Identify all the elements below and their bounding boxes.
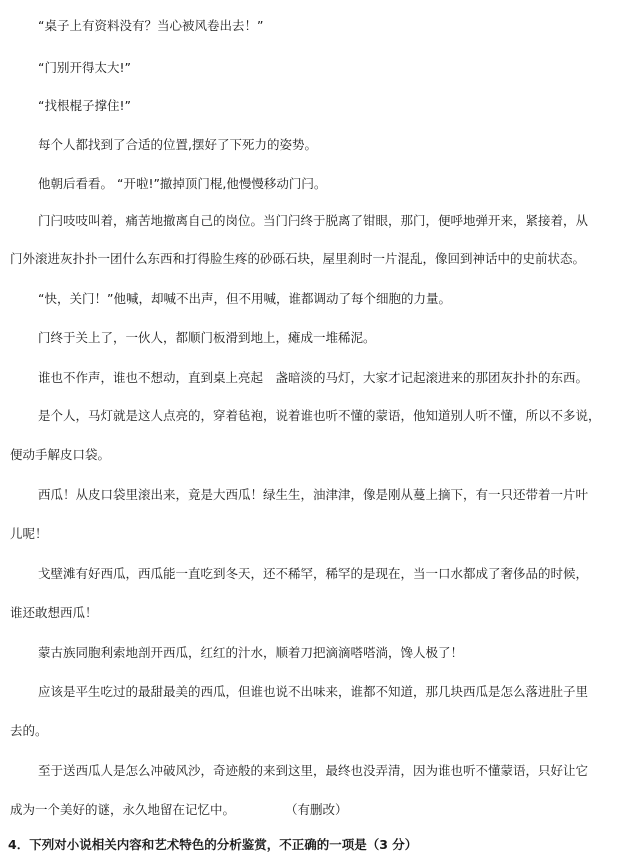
paragraph-3 (10, 96, 630, 116)
paragraph-line: 西瓜！从皮口袋里滚出来，竟是大西瓜！绿生生，油津津，像是刚从蔓上摘下，有一只还带着一片叶 (38, 487, 589, 502)
paragraph-line: 蒙古族同胞利索地剖开西瓜，红红的汁水，顺着刀把滴滴嗒嗒淌，馋人极了！ (38, 645, 464, 660)
paragraph-5 (10, 174, 630, 194)
paragraph-line: 便动手解皮口袋。 (10, 447, 111, 462)
paragraph-1 (10, 16, 630, 36)
paragraph-line: 门外滚进灰扑扑一团什么东西和打得脸生疼的砂砾石块，屋里刹时一片混乱，像回到神话中的史前状态。 (10, 251, 586, 266)
paragraph-line: 戈壁滩有好西瓜，西瓜能一直吃到冬天，还不稀罕，稀罕的是现在，当一口水都成了奢侈品的时候， (38, 566, 589, 581)
paragraph-line: “桌子上有资料没有？当心被风卷出去！” (38, 18, 264, 33)
paragraph-12 (10, 564, 630, 623)
paragraph-line: “门别开得太大!” (38, 60, 131, 75)
paragraph-line-text: 成为一个美好的谜，永久地留在记忆中。 (10, 802, 236, 817)
paragraph-11 (10, 485, 630, 544)
paragraph-13 (10, 643, 630, 663)
paragraph-line: 谁也不作声，谁也不想动，直到桌上亮起 盏暗淡的马灯，大家才记起滚进来的那团灰扑扑的东西。 (38, 370, 589, 385)
paragraph-10 (10, 406, 630, 465)
paragraph-line: 每个人都找到了合适的位置,摆好了下死力的姿势。 (38, 137, 317, 152)
paragraph-line: 儿呢！ (10, 526, 48, 541)
paragraph-line: 是个人，马灯就是这人点亮的，穿着毡袍，说着谁也听不懂的蒙语，他知道别人听不懂，所以不多说， (38, 408, 601, 423)
paragraph-6 (10, 211, 630, 269)
paragraph-9 (10, 368, 630, 388)
paragraph-line (10, 800, 630, 820)
question-4-prompt: 4．下列对小说相关内容和艺术特色的分析鉴赏，不正确的一项是（3 分） (8, 837, 418, 852)
paragraph-2 (10, 58, 630, 78)
paragraph-line: 谁还敢想西瓜！ (10, 605, 98, 620)
paragraph-line: 门闩吱吱叫着，痛苦地撤离自己的岗位。当门闩终于脱离了钳眼，那门，便呼地弹开来，紧接着，从 (38, 213, 589, 228)
paragraph-line: 门终于关上了，一伙人，都顺门板滑到地上，瘫成一堆稀泥。 (38, 330, 376, 345)
paragraph-line: 至于送西瓜人是怎么冲破风沙，奇迹般的来到这里，最终也没弄清，因为谁也听不懂蒙语，只好让它 (38, 763, 589, 778)
paragraph-7 (10, 289, 630, 309)
paragraph-14 (10, 682, 630, 741)
paragraph-line: 他朝后看看。 “开啦!”撤掉顶门棍,他慢慢移动门闩。 (38, 176, 327, 191)
paragraph-line: “找根棍子撑住!” (38, 98, 131, 113)
paragraph-line: 去的。 (10, 723, 48, 738)
paragraph-line: 应该是平生吃过的最甜最美的西瓜，但谁也说不出味来，谁都不知道，那几块西瓜是怎么落进肚子里 (38, 684, 589, 699)
paragraph-15 (10, 761, 630, 820)
paragraph-8 (10, 328, 630, 348)
source-note: （有删改） (285, 802, 348, 817)
paragraph-4 (10, 135, 630, 155)
paragraph-line: “快，关门！”他喊，却喊不出声，但不用喊，谁都调动了每个细胞的力量。 (38, 291, 451, 306)
